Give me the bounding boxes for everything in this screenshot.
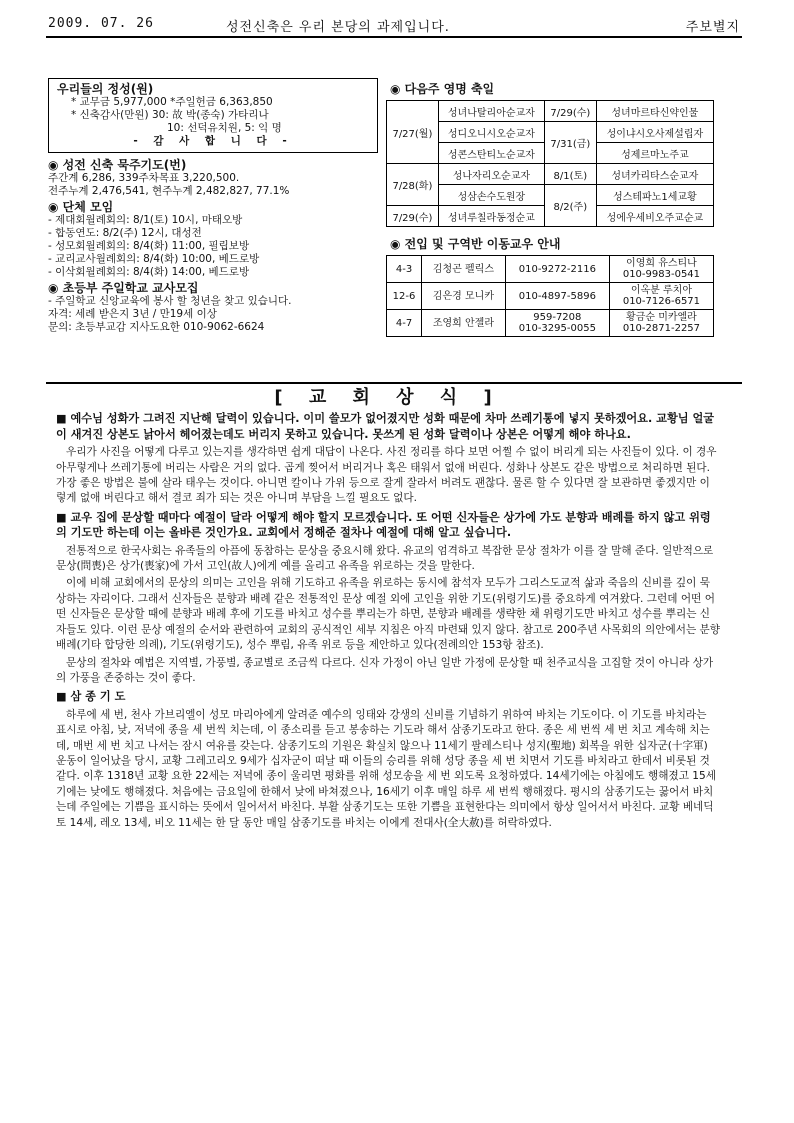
contact-name: 이영희 유스티나	[626, 258, 697, 269]
rosary-line: 전주누계 2,476,541, 현주누계 2,482,827, 77.1%	[48, 185, 290, 197]
feast-saint: 성콘스탄티노순교자	[438, 143, 544, 164]
moves-title: ◉ 전입 및 구역반 이동교우 안내	[390, 237, 561, 251]
feast-date: 7/27(월)	[387, 101, 439, 164]
feasts-title: ◉ 다음주 영명 축일	[390, 82, 495, 96]
feast-date: 8/1(토)	[544, 164, 596, 185]
table-row	[387, 283, 714, 310]
right-column	[386, 80, 714, 337]
offering-line: * 교무금 5,977,000 *주일헌금 6,363,850	[71, 96, 273, 108]
section-heading: ■ 삼 종 기 도	[56, 690, 126, 704]
area-cell: 4-3	[387, 256, 422, 283]
offering-line: 10: 선덕유치원, 5: 익 명	[167, 122, 282, 134]
offering-title: 우리들의 정성(원)	[57, 82, 154, 96]
feast-saint: 성제르마노주교	[596, 143, 713, 164]
feast-saint: 성녀루칠라동정순교	[438, 206, 544, 227]
rosary-title: ◉ 성전 신축 묵주기도(번)	[48, 158, 187, 172]
contact-cell	[609, 283, 713, 310]
sundayschool-line: 문의: 초등부교감 지사도요한 010-9062-6624	[48, 321, 265, 333]
area-cell: 4-7	[387, 310, 422, 337]
moves-table	[386, 255, 714, 337]
rosary-line: 주간계 6,286, 339주차목표 3,220,500.	[48, 172, 240, 184]
contact-name: 이옥분 루치아	[630, 285, 692, 296]
feast-date: 7/29(수)	[544, 101, 596, 122]
page-header	[46, 14, 742, 38]
answer-paragraph: 전통적으로 한국사회는 유족들의 아픔에 동참하는 문상을 중요시해 왔다. 유교의 엄격하고 복잡한 문상 절차가 이를 잘 말해 준다. 일반적으로 문상(問喪)은 상가(喪家)에 가서 고인(故人)에게 예를 올리고 유족을 위로하는 것을 말한다.	[56, 544, 714, 573]
feast-date: 7/31(금)	[544, 122, 596, 164]
contact-phone: 010-7126-6571	[622, 296, 701, 307]
feast-saint: 성스테파노1세교황	[596, 185, 713, 206]
sundayschool-line: 자격: 세례 받은지 3년 / 만19세 이상	[48, 308, 217, 320]
phone-line: 010-3295-0055	[518, 323, 596, 334]
thanks-text: - 감 사 합 니 다 -	[133, 135, 293, 147]
feast-saint: 성에우세비오주교순교	[596, 206, 713, 227]
feast-saint: 성녀카리타스순교자	[596, 164, 713, 185]
sundayschool-title: ◉ 초등부 주일학교 교사모집	[48, 281, 199, 295]
offering-line: * 신축감사(만원) 30: 故 박(종숙) 가타리나	[71, 109, 269, 121]
name-cell: 조영희 안젤라	[422, 310, 506, 337]
group-item: - 이삭회월례회의: 8/4(화) 14:00, 베드로방	[48, 266, 250, 278]
contact-phone: 010-9983-0541	[622, 269, 701, 280]
feast-date: 8/2(주)	[544, 185, 596, 227]
area-cell: 12-6	[387, 283, 422, 310]
feast-saint: 성나자리오순교자	[438, 164, 544, 185]
table-row	[387, 256, 714, 283]
bulletin-motto: 성전신축은 우리 본당의 과제입니다.	[226, 20, 450, 35]
answer-paragraph: 이에 비해 교회에서의 문상의 의미는 고인을 위해 기도하고 유족을 위로하는 동시에 참석자 모두가 그리스도교적 삶과 죽음의 신비를 깊이 묵상하는 자리이다. 그래서 신자들은 분향과 배례 같은 전통적인 문상 예절 외에 고인을 위한 기도(위령기도)를 중요하게 여겨왔다. 그런데 어떤 어떤 신자들은 문상할 때에 분향과 배례 후에 기도를 바치고 성수를 뿌리는가 하면, 분향과 배례를 생략한 채 위령기도만 바치고 성수를 뿌리는 신자들도 있다. 이런 문상 예절의 순서와 관련하여 교회의 공식적인 세부 지침은 아직 마련돼 있지 않다. 참고로 200주년 사목회의 의안에서는 분향 배례(기타 합당한 의례), 기도(위령기도), 성수 뿌림, 유족 위로 등을 제안하고 있다(전례의안 153항 참조).	[56, 577, 721, 652]
table-row	[387, 101, 714, 122]
feast-saint: 성녀마르타신약인물	[596, 101, 713, 122]
feast-saint: 성디오니시오순교자	[438, 122, 544, 143]
name-cell: 김청곤 펠릭스	[422, 256, 506, 283]
feast-date: 7/28(화)	[387, 164, 439, 206]
section-divider	[46, 382, 742, 384]
contact-name: 황금순 미카엘라	[626, 312, 697, 323]
feast-saint: 성녀나탈리아순교자	[438, 101, 544, 122]
answer-paragraph: 하루에 세 번, 천사 가브리엘이 성모 마리아에게 알려준 예수의 잉태와 강생의 신비를 기념하기 위하여 바치는 기도이다. 이 기도를 바치라는 표시로 아침, 낮, 저녁에 종을 세 번씩 치는데, 이 종소리를 듣고 봉송하는 기도라 해서 삼종기도라고 한다. 종은 세 번씩 세 번 치고 계속해 치는데, 매번 세 번 치고 나서는 잠시 여유를 갖는다. 삼종기도의 기원은 확실치 않으나 11세기 팔레스티나 성지(聖地) 회복을 위한 십자군(十字軍) 운동이 일어났을 당시, 교황 그레고리오 9세가 십자군이 떠날 때 이들의 승리를 위해 성당 종을 세 번 치면서 기도를 바치라고 한데서 비롯된 것 같다. 이후 1318년 교황 요한 22세는 저녁에 종이 울리면 평화를 위해 성모송을 세 번 외도록 요청하였다. 14세기에는 아침에도 행해졌고 15세기에는 낮에도 행해졌다. 처음에는 금요일에 한해서 낮에 바쳐졌으나, 16세기 이후 매일 하루 세 번씩 행해졌다. 평시의 삼종기도는 꿇어서 바치는데 주일에는 기쁨을 표시하는 뜻에서 일어서서 바친다. 부활 삼종기도는 또한 기쁨을 표현한다는 의미에서 항상 일어서서 바친다. 교황 베네딕토 14세, 레오 13세, 비오 11세는 한 달 동안 매일 삼종기도를 바치는 이에게 전대사(全大赦)를 허락하였다.	[56, 708, 717, 829]
group-item: - 교리교사월례회의: 8/4(화) 10:00, 베드로방	[48, 253, 260, 265]
question: ■ 교우 집에 문상할 때마다 예절이 달라 어떻게 해야 할지 모르겠습니다. 또 어떤 신자들은 상가에 가도 분향과 배례를 하지 않고 위령의 기도만 하는데 이는 올바른 것인가요. 교회에서 정해준 절차나 예절에 대해 알고 싶습니다.	[56, 510, 711, 540]
group-item: - 합동연도: 8/2(주) 12시, 대성전	[48, 227, 202, 239]
offering-box	[48, 78, 378, 153]
phone-cell: 010-4897-5896	[505, 283, 609, 310]
groups-title: ◉ 단체 모임	[48, 200, 114, 214]
group-item: - 성모회월례회의: 8/4(화) 11:00, 필립보방	[48, 240, 250, 252]
table-row	[387, 164, 714, 185]
article-title: [ 교 회 상 식 ]	[274, 387, 502, 408]
phone-cell	[505, 310, 609, 337]
phone-cell: 010-9272-2116	[505, 256, 609, 283]
contact-cell	[609, 310, 713, 337]
bulletin-label: 주보별지	[685, 20, 740, 35]
contact-cell	[609, 256, 713, 283]
feasts-table	[386, 100, 714, 227]
feast-saint: 성삼손수도원장	[438, 185, 544, 206]
group-item: - 제대회월례회의: 8/1(토) 10시, 마태오방	[48, 214, 243, 226]
answer-paragraph: 문상의 절차와 예법은 지역별, 가풍별, 종교별로 조금씩 다르다. 신자 가정이 아닌 일반 가정에 문상할 때 천주교식을 고집할 것이 아니라 상가의 가풍을 존중하는 것이 좋다.	[56, 656, 714, 684]
question: ■ 예수님 성화가 그려진 지난해 달력이 있습니다. 이미 쓸모가 없어졌지만 성화 때문에 차마 쓰레기통에 넣지 못하겠어요. 교황님 얼굴이 새겨진 상본도 낡아서 헤어졌는데도 버리지 못하고 있습니다. 못쓰게 된 성화 달력이나 상본은 어떻게 해야 하나요.	[56, 412, 715, 441]
contact-phone: 010-2871-2257	[622, 323, 701, 334]
bulletin-date: 2009. 07. 26	[48, 16, 154, 31]
table-row	[387, 310, 714, 337]
feast-saint: 성이냐시오사제설립자	[596, 122, 713, 143]
feast-date: 7/29(수)	[387, 206, 439, 227]
phone-line: 959-7208	[533, 312, 582, 323]
answer-paragraph: 우리가 사진을 어떻게 다루고 있는지를 생각하면 쉽게 대답이 나온다. 사진 정리를 하다 보면 어쩔 수 없이 버리게 되는 사진들이 있다. 이 경우 아무렇게나 쓰레기통에 버리는 사람은 거의 없다. 곱게 찢어서 버리거나 혹은 태워서 없애 버린다. 성화나 상본도 같은 방법으로 처리하면 된다. 가장 좋은 방법은 불에 살라 태우는 것이다. 아니면 칼이나 가위 등으로 잘게 잘라서 버려도 괜찮다. 물론 할 수 있다면 잘 보관하면 좋겠지만 이렇게 없애 버린다고 해서 결코 죄가 되는 것은 아니며 부담을 느낄 필요도 없다.	[56, 446, 717, 505]
name-cell: 김은경 모니카	[422, 283, 506, 310]
sundayschool-line: - 주일학교 신앙교육에 봉사 할 청년을 찾고 있습니다.	[48, 295, 292, 307]
church-knowledge-article	[56, 387, 721, 833]
left-column	[48, 78, 378, 334]
